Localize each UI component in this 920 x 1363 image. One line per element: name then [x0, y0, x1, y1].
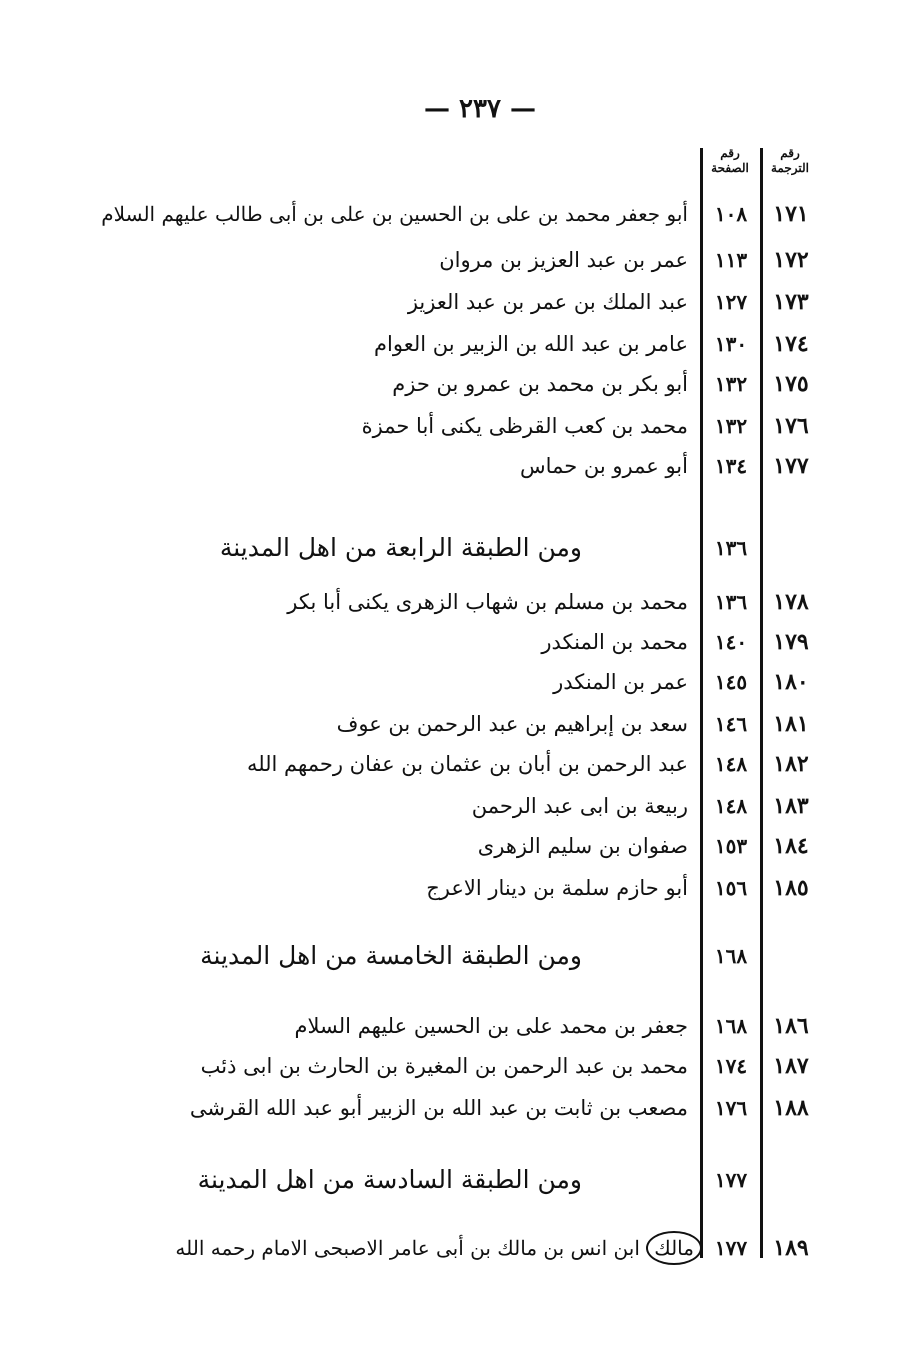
- entry-number: ١٧٤: [773, 331, 809, 357]
- biography-name: محمد بن كعب القرظى يكنى أبا حمزة: [361, 414, 688, 438]
- page-ref: ١٣٢: [714, 414, 748, 438]
- entry-number: ١٨٨: [773, 1095, 809, 1121]
- table-row: [0, 828, 920, 864]
- table-row: [0, 746, 920, 782]
- page-number: — ٢٣٧ —: [423, 94, 537, 124]
- section-heading: ومن الطبقة الرابعة من اهل المدينة: [219, 533, 582, 562]
- table-row: [0, 196, 920, 232]
- section-heading-row: [0, 1162, 920, 1198]
- biography-name: أبو عمرو بن حماس: [520, 454, 688, 478]
- page-ref: ١٤٥: [714, 670, 748, 694]
- biography-name: ربيعة بن ابى عبد الرحمن: [471, 794, 688, 818]
- biography-name-rest: ابن انس بن مالك بن أبى عامر الاصبحى الامام رحمه الله: [175, 1236, 647, 1260]
- page-ref: ١٤٦: [714, 712, 748, 736]
- biography-name: عبد الرحمن بن أبان بن عثمان بن عفان رحمهم الله: [246, 752, 688, 776]
- entry-number: ١٨٠: [773, 669, 809, 695]
- page-ref: ١٧٧: [714, 1168, 748, 1192]
- table-row: [0, 664, 920, 700]
- table-row: [0, 788, 920, 824]
- biography-name: عامر بن عبد الله بن الزبير بن العوام: [374, 332, 688, 356]
- table-row: [0, 624, 920, 660]
- entry-number: ١٧٨: [773, 589, 809, 615]
- biography-name: محمد بن عبد الرحمن بن المغيرة بن الحارث بن ابى ذئب: [200, 1054, 688, 1078]
- page-ref: ١٤٠: [714, 630, 748, 654]
- section-heading: ومن الطبقة الخامسة من اهل المدينة: [200, 941, 582, 970]
- page-ref: ١٣٦: [714, 536, 748, 560]
- biography-name: صفوان بن سليم الزهرى: [477, 834, 688, 858]
- page-ref: ١١٣: [714, 248, 748, 272]
- entry-number: ١٧٣: [773, 289, 809, 315]
- entry-number: ١٨٥: [773, 875, 809, 901]
- biography-name: محمد بن مسلم بن شهاب الزهرى يكنى أبا بكر: [287, 590, 688, 614]
- entry-number: ١٧٩: [773, 629, 809, 655]
- page-ref: ١٠٨: [714, 202, 748, 226]
- biography-name: عمر بن المنكدر: [553, 670, 688, 694]
- page-ref: ١٣٢: [714, 372, 748, 396]
- table-row: [0, 1048, 920, 1084]
- entry-number: ١٧٦: [773, 413, 809, 439]
- entry-number: ١٨٩: [773, 1235, 809, 1261]
- page-ref: ١٧٧: [714, 1236, 748, 1260]
- entry-number: ١٨١: [773, 711, 809, 737]
- biography-name: أبو حازم سلمة بن دينار الاعرج: [426, 876, 688, 900]
- biography-name: عبد الملك بن عمر بن عبد العزيز: [407, 290, 688, 314]
- table-row: [0, 584, 920, 620]
- table-row: [0, 1230, 920, 1266]
- page-ref: ١٦٨: [714, 1014, 748, 1038]
- entry-number: ١٨٧: [773, 1053, 809, 1079]
- biography-name: أبو بكر بن محمد بن عمرو بن حزم: [392, 372, 688, 396]
- page-number-header: رقم الصفحة: [711, 146, 749, 175]
- biography-name: محمد بن المنكدر: [541, 630, 688, 654]
- page-ref: ١٣٠: [714, 332, 748, 356]
- page-ref: ١٤٨: [714, 752, 748, 776]
- entry-number-header: رقم الترجمة: [770, 146, 810, 175]
- page-ref: ١٧٦: [714, 1096, 748, 1120]
- table-row: [0, 366, 920, 402]
- entry-number: ١٧٧: [773, 453, 809, 479]
- biography-name: عمر بن عبد العزيز بن مروان: [439, 248, 688, 272]
- biography-name: سعد بن إبراهيم بن عبد الرحمن بن عوف: [336, 712, 688, 736]
- entry-number: ١٨٣: [773, 793, 809, 819]
- biography-name: [82, 1230, 702, 1266]
- table-row: [0, 284, 920, 320]
- table-row: [0, 448, 920, 484]
- table-row: [0, 408, 920, 444]
- entry-number: ١٨٦: [773, 1013, 809, 1039]
- page-ref: ١٤٨: [714, 794, 748, 818]
- page-ref: ١٥٣: [714, 834, 748, 858]
- section-heading-row: [0, 530, 920, 566]
- table-row: [0, 242, 920, 278]
- table-row: [0, 1090, 920, 1126]
- entry-number: ١٨٢: [773, 751, 809, 777]
- section-heading-row: [0, 938, 920, 974]
- circled-annotation: مالك: [646, 1231, 702, 1265]
- biography-name: جعفر بن محمد على بن الحسين عليهم السلام: [294, 1014, 688, 1038]
- page-ref: ١٣٤: [714, 454, 748, 478]
- entry-number: ١٧٢: [773, 247, 809, 273]
- section-heading: ومن الطبقة السادسة من اهل المدينة: [197, 1165, 582, 1194]
- entry-number: ١٨٤: [773, 833, 809, 859]
- table-row: [0, 870, 920, 906]
- entry-number: ١٧١: [773, 201, 809, 227]
- table-row: [0, 1008, 920, 1044]
- page-ref: ١٥٦: [714, 876, 748, 900]
- biography-name: مصعب بن ثابت بن عبد الله بن الزبير أبو عبد الله القرشى: [189, 1096, 688, 1120]
- entry-number: ١٧٥: [773, 371, 809, 397]
- page-ref: ١٢٧: [714, 290, 748, 314]
- page-ref: ١٣٦: [714, 590, 748, 614]
- page-ref: ١٦٨: [714, 944, 748, 968]
- table-row: [0, 326, 920, 362]
- table-row: [0, 706, 920, 742]
- biography-name: أبو جعفر محمد بن على بن الحسين بن على بن أبى طالب عليهم السلام: [101, 202, 688, 226]
- page-ref: ١٧٤: [714, 1054, 748, 1078]
